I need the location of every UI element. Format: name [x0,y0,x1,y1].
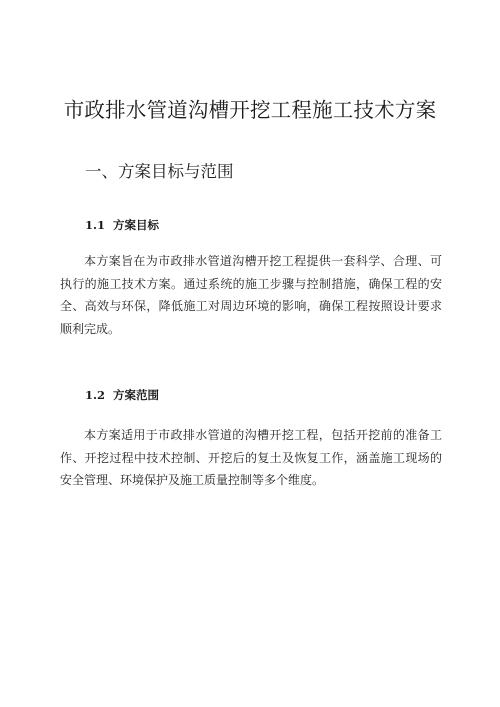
subsection-heading-1-2 [85,387,159,403]
subsection-heading-1-1 [85,217,159,233]
subsection-number: 1.2 [85,388,106,402]
section-heading: 一、方案目标与范围 [85,162,234,181]
document-title: 市政排水管道沟槽开挖工程施工技术方案 [63,98,437,122]
paragraph-scope: 本方案适用于市政排水管道的沟槽开挖工程，包括开挖前的准备工作、开挖过程中技术控制、开挖后的复土及恢复工作，涵盖施工现场的安全管理、环境保护及施工质量控制等多个维度。 [60,428,442,487]
paragraph-objective: 本方案旨在为市政排水管道沟槽开挖工程提供一套科学、合理、可执行的施工技术方案。通过系统的施工步骤与控制措施，确保工程的安全、高效与环保，降低施工对周边环境的影响，确保工程按照设计要求顺利完成。 [60,254,442,336]
subsection-title: 方案目标 [113,218,160,232]
subsection-title: 方案范围 [113,388,160,402]
subsection-number: 1.1 [85,218,106,232]
